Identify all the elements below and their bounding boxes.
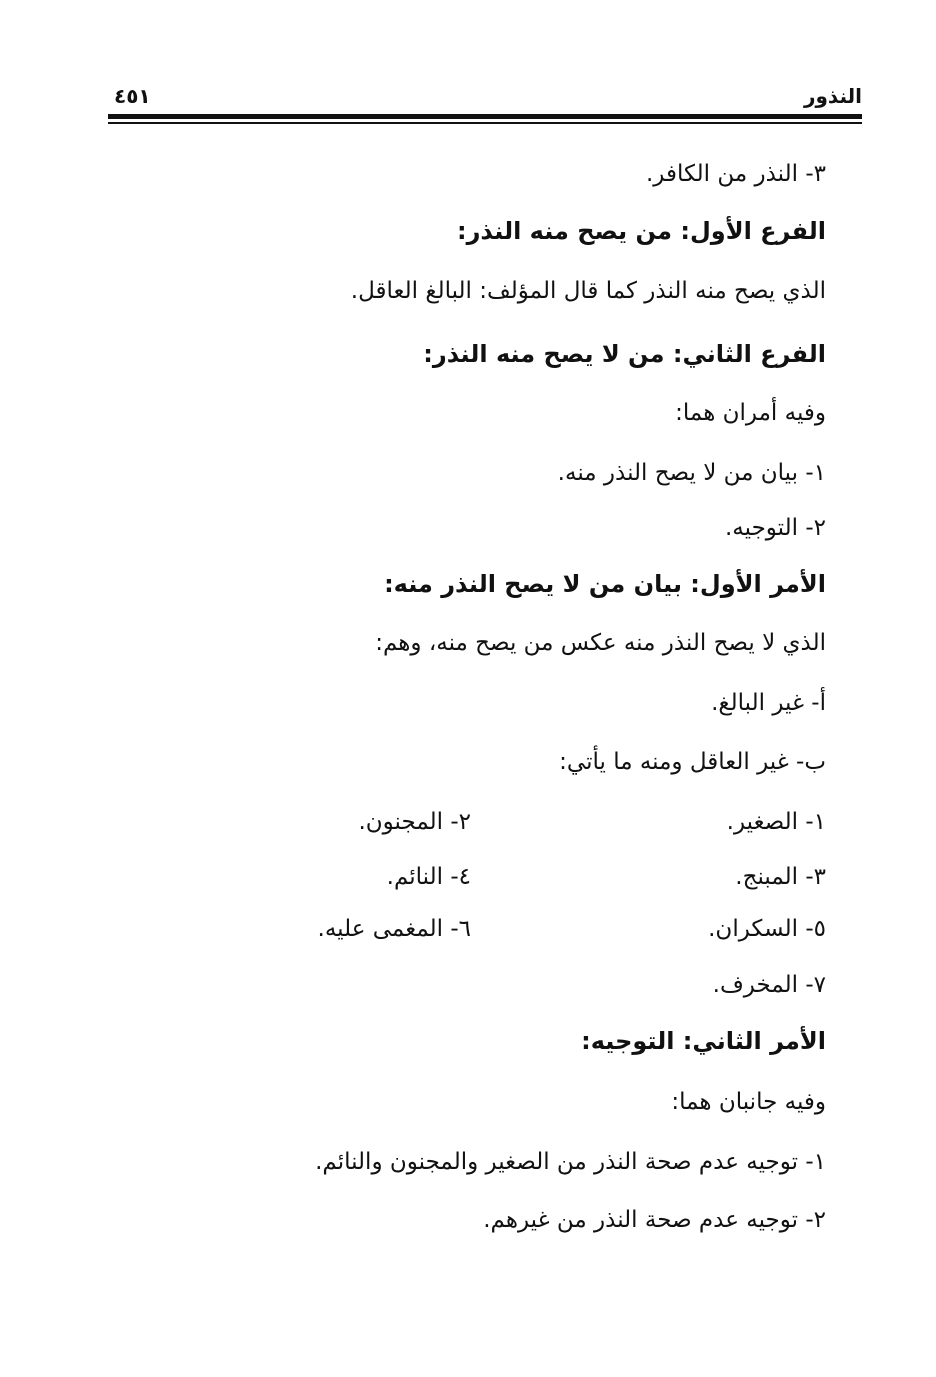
list-item: ب- غير العاقل ومنه ما يأتي: xyxy=(559,749,826,775)
list-item: ٤- النائم. xyxy=(386,864,471,890)
list-item: ٢- المجنون. xyxy=(358,809,471,835)
page-number: ٤٥١ xyxy=(114,84,151,108)
section-heading: الفرع الأول: من يصح منه النذر: xyxy=(457,217,826,245)
list-item: ٧- المخرف. xyxy=(712,972,826,998)
paragraph: الذي لا يصح النذر منه عكس من يصح منه، وهم: xyxy=(375,630,826,656)
list-item: ١- توجيه عدم صحة النذر من الصغير والمجنون والنائم. xyxy=(315,1149,826,1175)
header-rule-thick xyxy=(108,114,862,119)
list-item: ٥- السكران. xyxy=(708,916,826,942)
page-header xyxy=(108,78,862,112)
list-item: ٣- النذر من الكافر. xyxy=(645,161,826,187)
list-item: أ- غير البالغ. xyxy=(711,690,826,716)
list-item: ٣- المبنج. xyxy=(735,864,826,890)
section-heading: الأمر الأول: بيان من لا يصح النذر منه: xyxy=(384,570,826,598)
running-title: النذور xyxy=(803,84,862,108)
paragraph: وفيه أمران هما: xyxy=(675,400,826,426)
list-item: ١- بيان من لا يصح النذر منه. xyxy=(557,460,826,486)
header-rule-thin xyxy=(108,122,862,124)
list-item: ٢- توجيه عدم صحة النذر من غيرهم. xyxy=(483,1207,826,1233)
section-heading: الأمر الثاني: التوجيه: xyxy=(581,1027,826,1055)
section-heading: الفرع الثاني: من لا يصح منه النذر: xyxy=(423,340,826,368)
paragraph: الذي يصح منه النذر كما قال المؤلف: البالغ العاقل. xyxy=(350,278,826,304)
paragraph: وفيه جانبان هما: xyxy=(671,1089,826,1115)
list-item: ٢- التوجيه. xyxy=(725,515,826,541)
list-item: ٦- المغمى عليه. xyxy=(317,916,471,942)
list-item: ١- الصغير. xyxy=(726,809,826,835)
